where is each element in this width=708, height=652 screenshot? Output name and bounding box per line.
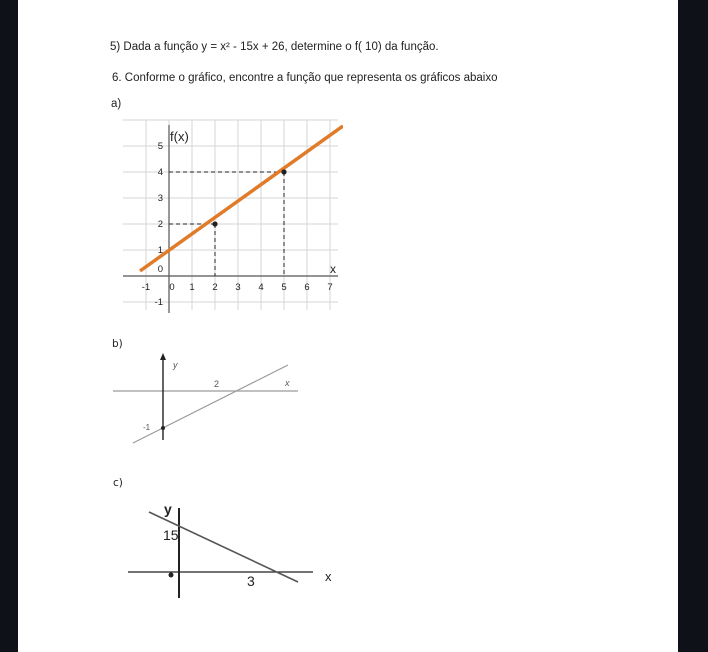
graph-c-x-intercept: 3	[247, 573, 255, 589]
label-b: b)	[112, 338, 123, 350]
graph-c-origin-dot	[169, 573, 174, 578]
graph-a-y-tick: -1	[154, 297, 163, 308]
label-c: c)	[113, 477, 123, 489]
graph-a-x-tick: 1	[189, 282, 195, 293]
graph-a-x-tick: 0	[169, 282, 175, 293]
graph-a-y-tick: 1	[157, 245, 163, 256]
graph-c	[128, 500, 338, 600]
graph-b-line	[133, 365, 288, 443]
graph-a-x-tick: 2	[212, 282, 218, 293]
graph-a-point-2-2	[212, 221, 217, 226]
graph-a-y-tick: 4	[157, 167, 163, 178]
graph-a-x-tick: -1	[141, 282, 151, 293]
graph-a-x-tick: 7	[327, 282, 333, 293]
document-page	[18, 0, 678, 652]
graph-a-x-tick: 3	[235, 282, 241, 293]
graph-a-y-label: f(x)	[170, 129, 189, 144]
graph-b-y-arrow-icon	[160, 353, 166, 360]
question-5: 5) Dada a função y = x² - 15x + 26, determine o f( 10) da função.	[110, 41, 439, 53]
graph-b	[113, 350, 313, 445]
graph-a-y-tick: 2	[157, 219, 163, 230]
graph-a	[113, 115, 343, 315]
graph-b-y-intercept: -1	[143, 423, 151, 432]
question-6: 6. Conforme o gráfico, encontre a função que representa os gráficos abaixo	[112, 72, 498, 84]
graph-b-x-label: x	[285, 378, 290, 388]
graph-a-x-tick: 5	[281, 282, 287, 293]
graph-c-y-label: y	[164, 501, 172, 517]
graph-a-point-5-4	[281, 169, 286, 174]
graph-a-x-label: x	[330, 262, 336, 276]
graph-a-x-tick: 4	[258, 282, 264, 293]
graph-a-y-tick: 0	[157, 264, 163, 275]
graph-a-y-tick: 5	[157, 141, 163, 152]
graph-c-x-label: x	[325, 569, 332, 584]
graph-a-x-tick: 6	[304, 282, 310, 293]
graph-b-y-intercept-dot	[161, 426, 165, 430]
graph-c-y-intercept: 15	[163, 527, 179, 543]
graph-b-y-label: y	[173, 360, 178, 370]
graph-b-x-intercept: 2	[214, 379, 220, 389]
graph-a-y-tick: 3	[157, 193, 163, 204]
label-a: a)	[111, 98, 122, 110]
